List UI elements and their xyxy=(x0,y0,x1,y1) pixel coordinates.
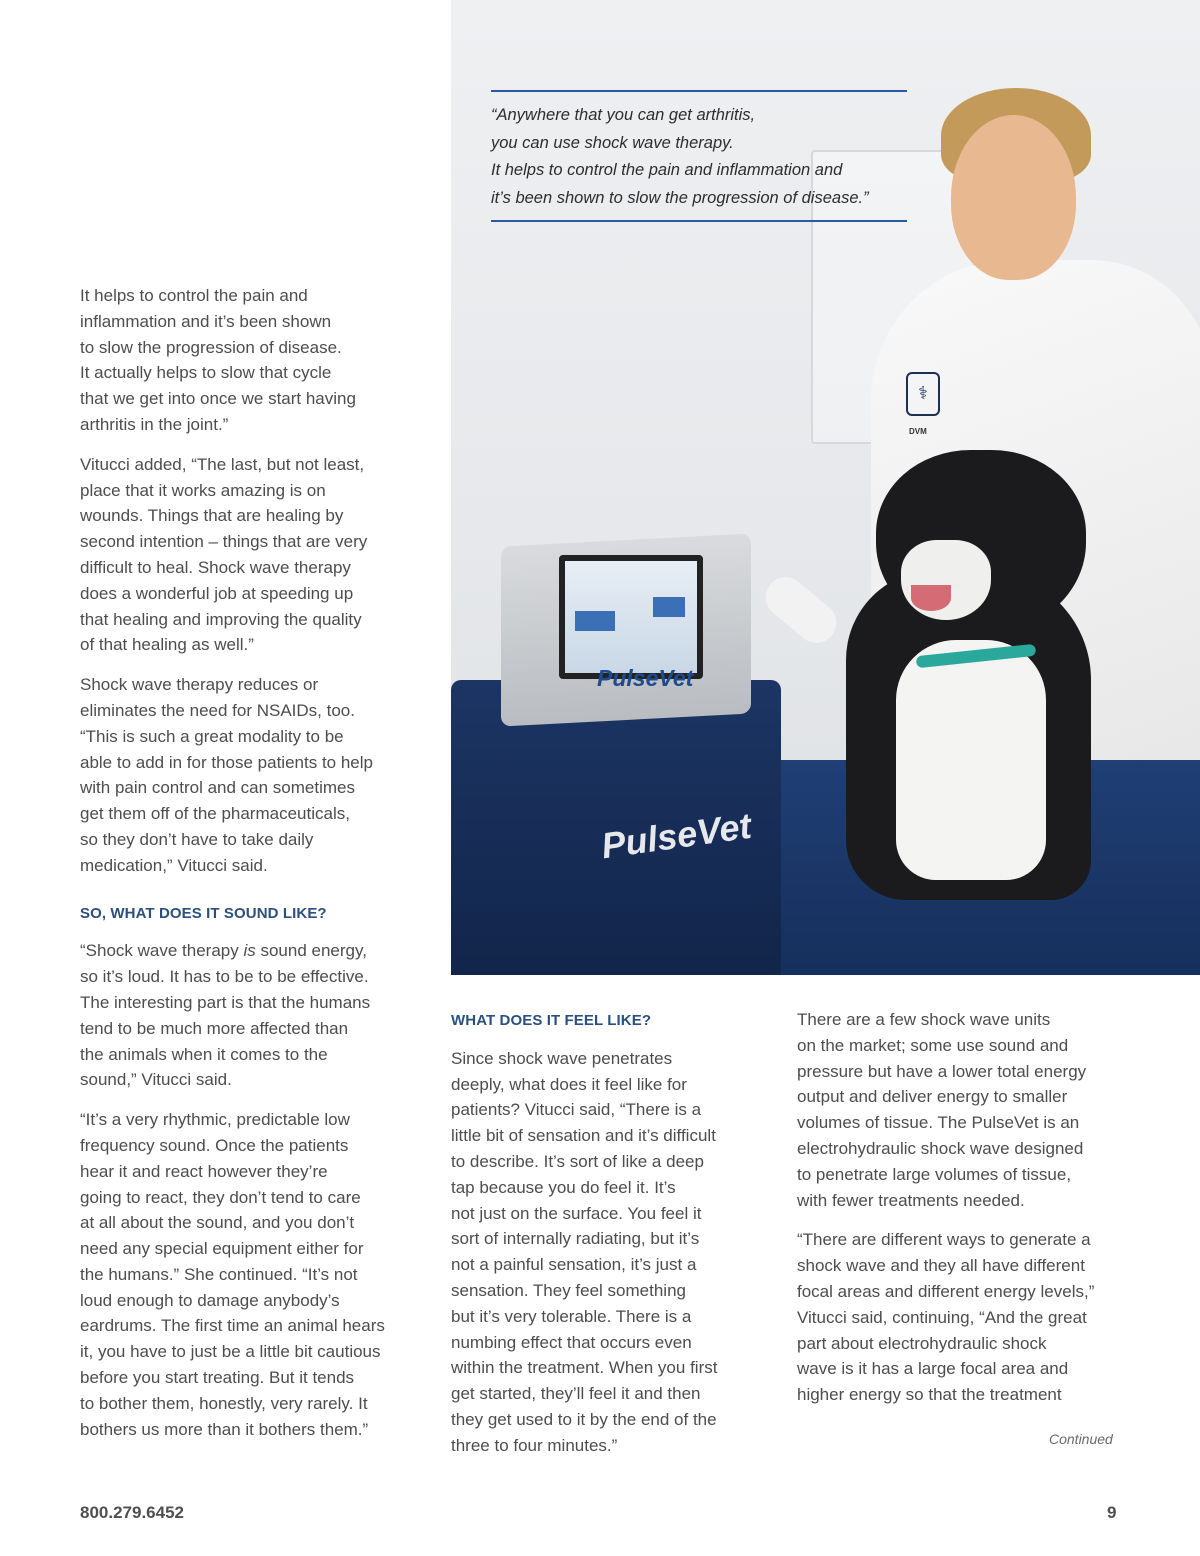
text-line: volumes of tissue. The PulseVet is an xyxy=(797,1113,1080,1133)
text-line: to describe. It’s sort of like a deep xyxy=(451,1151,704,1171)
paragraph xyxy=(80,1107,415,1442)
quote-text xyxy=(491,92,907,220)
quote-line: “Anywhere that you can get arthritis, xyxy=(491,106,756,124)
bag-brand-label: PulseVet xyxy=(598,804,754,867)
text-line: not just on the surface. You feel it xyxy=(451,1203,702,1223)
paragraph xyxy=(80,283,415,438)
emphasis: is xyxy=(243,941,256,961)
text-line: need any special equipment either for xyxy=(80,1239,364,1259)
text-line: with pain control and can sometimes xyxy=(80,778,355,798)
text-line: It actually helps to slow that cycle xyxy=(80,363,332,383)
text-line: sound,” Vitucci said. xyxy=(80,1070,232,1090)
text-line: within the treatment. When you first xyxy=(451,1358,718,1378)
text-line: output and deliver energy to smaller xyxy=(797,1087,1068,1107)
vet-face xyxy=(951,115,1076,280)
section-heading: WHAT DOES IT FEEL LIKE? xyxy=(451,1012,652,1029)
paragraph xyxy=(451,1046,751,1459)
text-line: shock wave and they all have different xyxy=(797,1256,1085,1276)
footer-phone: 800.279.6452 xyxy=(80,1503,184,1522)
dog-tongue xyxy=(911,585,951,611)
text-line: before you start treating. But it tends xyxy=(80,1368,355,1388)
text-line: sensation. They feel something xyxy=(451,1280,686,1300)
text-line: Vitucci said, continuing, “And the great xyxy=(797,1307,1087,1327)
text-line: patients? Vitucci said, “There is a xyxy=(451,1100,702,1120)
text-line: “There are different ways to generate a xyxy=(797,1230,1091,1250)
text-line: the humans.” She continued. “It’s not xyxy=(80,1264,358,1284)
continued-label: Continued xyxy=(1049,1431,1113,1447)
text-line: little bit of sensation and it’s difficult xyxy=(451,1126,716,1146)
text-line: three to four minutes.” xyxy=(451,1435,618,1455)
screen-value-box xyxy=(575,611,615,631)
text-line: the animals when it comes to the xyxy=(80,1044,328,1064)
text-line: get them off of the pharmaceuticals, xyxy=(80,804,350,824)
section-heading: SO, WHAT DOES IT SOUND LIKE? xyxy=(80,904,327,922)
text-line: deeply, what does it feel like for xyxy=(451,1074,687,1094)
text-line: to bother them, honestly, very rarely. It xyxy=(80,1393,368,1413)
text-line: does a wonderful job at speeding up xyxy=(80,583,354,603)
text-line: with fewer treatments needed. xyxy=(797,1190,1025,1210)
text-line: that healing and improving the quality xyxy=(80,609,362,629)
text-line: inflammation and it’s been shown xyxy=(80,311,332,331)
text-line: hear it and react however they’re xyxy=(80,1161,328,1181)
left-column xyxy=(80,283,415,1456)
text-line: difficult to heal. Shock wave therapy xyxy=(80,557,351,577)
device-brand-label: PulseVet xyxy=(597,665,694,691)
quote-line: It helps to control the pain and inflammation and xyxy=(491,161,843,179)
paragraph xyxy=(80,672,415,878)
text-line: electrohydraulic shock wave designed xyxy=(797,1138,1084,1158)
text-line: to slow the progression of disease. xyxy=(80,337,342,357)
text-line: tend to be much more affected than xyxy=(80,1018,349,1038)
text-line: tap because you do feel it. It’s xyxy=(451,1177,676,1197)
text-line: second intention – things that are very xyxy=(80,532,368,552)
text-line: The interesting part is that the humans xyxy=(80,992,371,1012)
paragraph xyxy=(80,452,415,658)
text-line: arthritis in the joint.” xyxy=(80,414,229,434)
shock-wave-applicator xyxy=(758,569,845,651)
text-line: There are a few shock wave units xyxy=(797,1010,1051,1029)
text-line: of that healing as well.” xyxy=(80,635,254,655)
text-line: numbing effect that occurs even xyxy=(451,1332,692,1352)
text-fragment: “Shock wave therapy xyxy=(80,941,244,961)
text-line: so it’s loud. It has to be to be effective. xyxy=(80,967,369,987)
text-line: wave is it has a large focal area and xyxy=(797,1359,1069,1379)
text-line: place that it works amazing is on xyxy=(80,480,326,500)
paragraph xyxy=(80,938,415,1093)
text-line: get started, they’ll feel it and then xyxy=(451,1384,701,1404)
middle-column xyxy=(451,1008,751,1473)
text-line: so they don’t have to take daily xyxy=(80,829,314,849)
quote-line: you can use shock wave therapy. xyxy=(491,133,734,152)
text-line xyxy=(80,938,415,964)
text-line: eliminates the need for NSAIDs, too. xyxy=(80,700,355,720)
paragraph xyxy=(797,1227,1127,1408)
text-line: sort of internally radiating, but it’s xyxy=(451,1229,700,1249)
text-line: they get used to it by the end of the xyxy=(451,1409,717,1429)
text-line: it, you have to just be a little bit cautious xyxy=(80,1342,381,1362)
page-number: 9 xyxy=(1107,1503,1117,1522)
text-line: at all about the sound, and you don’t xyxy=(80,1213,355,1233)
paragraph xyxy=(797,1007,1127,1213)
badge-text: DVM xyxy=(909,427,927,436)
text-line: frequency sound. Once the patients xyxy=(80,1135,349,1155)
text-line: It helps to control the pain and xyxy=(80,286,308,305)
text-fragment: sound energy, xyxy=(255,941,367,961)
text-line: but it’s very tolerable. There is a xyxy=(451,1306,692,1326)
text-line: on the market; some use sound and xyxy=(797,1035,1069,1055)
dog-head xyxy=(876,450,1086,635)
text-line: higher energy so that the treatment xyxy=(797,1385,1062,1405)
device-screen xyxy=(559,555,703,679)
text-line: “This is such a great modality to be xyxy=(80,726,344,746)
text-line: pressure but have a lower total energy xyxy=(797,1061,1087,1081)
text-line: to penetrate large volumes of tissue, xyxy=(797,1164,1072,1184)
text-line: loud enough to damage anybody’s xyxy=(80,1290,340,1310)
text-line: Shock wave therapy reduces or xyxy=(80,675,319,695)
pull-quote xyxy=(491,90,907,222)
text-line: Vitucci added, “The last, but not least, xyxy=(80,454,365,474)
text-line: medication,” Vitucci said. xyxy=(80,855,268,875)
text-line: that we get into once we start having xyxy=(80,389,356,409)
dog-chest xyxy=(896,640,1046,880)
dog-muzzle xyxy=(901,540,991,620)
text-line: “It’s a very rhythmic, predictable low xyxy=(80,1110,350,1130)
right-column xyxy=(797,1007,1127,1422)
text-line: going to react, they don’t tend to care xyxy=(80,1187,361,1207)
text-line: not a painful sensation, it’s just a xyxy=(451,1255,697,1275)
caduceus-badge-icon: ⚕ xyxy=(906,372,940,416)
text-line: wounds. Things that are healing by xyxy=(80,506,344,526)
quote-line: it’s been shown to slow the progression of disease.” xyxy=(491,188,869,207)
text-line: Since shock wave penetrates xyxy=(451,1048,673,1068)
screen-value-box xyxy=(653,597,685,617)
text-line: able to add in for those patients to help xyxy=(80,752,373,772)
text-line: focal areas and different energy levels,” xyxy=(797,1281,1095,1301)
text-line: eardrums. The first time an animal hears xyxy=(80,1316,385,1336)
quote-rule-bottom xyxy=(491,220,907,222)
text-line: bothers us more than it bothers them.” xyxy=(80,1419,369,1439)
text-line: part about electrohydraulic shock xyxy=(797,1333,1047,1353)
